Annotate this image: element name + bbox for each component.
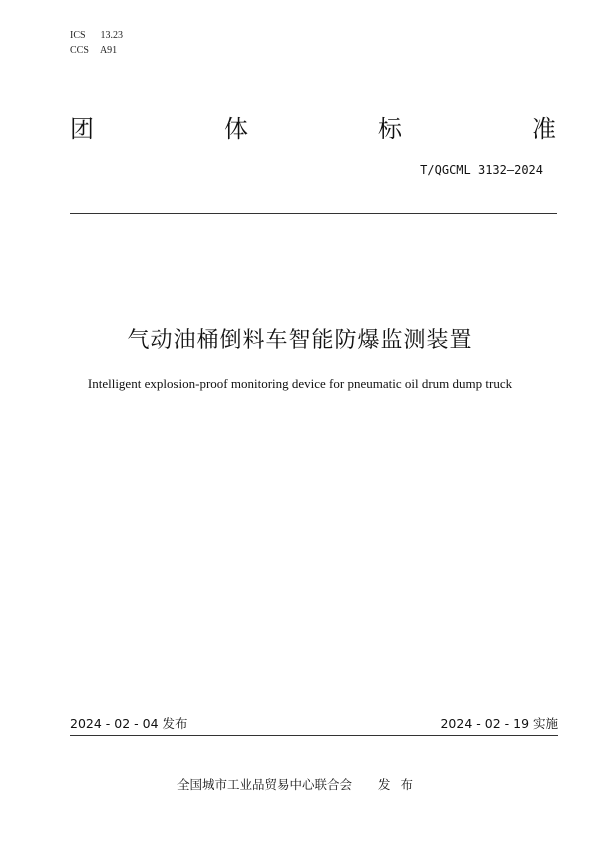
ics-classification bbox=[70, 29, 123, 43]
standard-type-char: 准 bbox=[532, 115, 556, 143]
standard-number: T/QGCML 3132—2024 bbox=[420, 163, 543, 177]
title-english: Intelligent explosion-proof monitoring device for pneumatic oil drum dump truck bbox=[87, 376, 513, 391]
publisher-issue-label: 发布 bbox=[378, 777, 424, 792]
ccs-classification bbox=[70, 44, 117, 58]
standard-type-heading bbox=[70, 112, 556, 146]
standard-type-char: 标 bbox=[378, 115, 402, 143]
release-date: 2024 - 02 - 04 发布 bbox=[70, 716, 188, 731]
ics-value: 13.23 bbox=[100, 30, 123, 41]
standard-type-char: 体 bbox=[224, 115, 248, 143]
implementation-date: 2024 - 02 - 19 实施 bbox=[440, 716, 558, 731]
title-chinese: 气动油桶倒料车智能防爆监测装置 bbox=[127, 328, 473, 353]
top-divider bbox=[70, 213, 557, 214]
ccs-value: A91 bbox=[99, 45, 118, 56]
publisher-name: 全国城市工业品贸易中心联合会 bbox=[176, 777, 352, 792]
publisher-line bbox=[0, 776, 600, 794]
standard-type-char: 团 bbox=[70, 115, 94, 143]
bottom-divider bbox=[70, 735, 558, 736]
ccs-label: CCS bbox=[70, 45, 89, 56]
date-row bbox=[70, 715, 558, 733]
ics-label: ICS bbox=[70, 30, 86, 41]
